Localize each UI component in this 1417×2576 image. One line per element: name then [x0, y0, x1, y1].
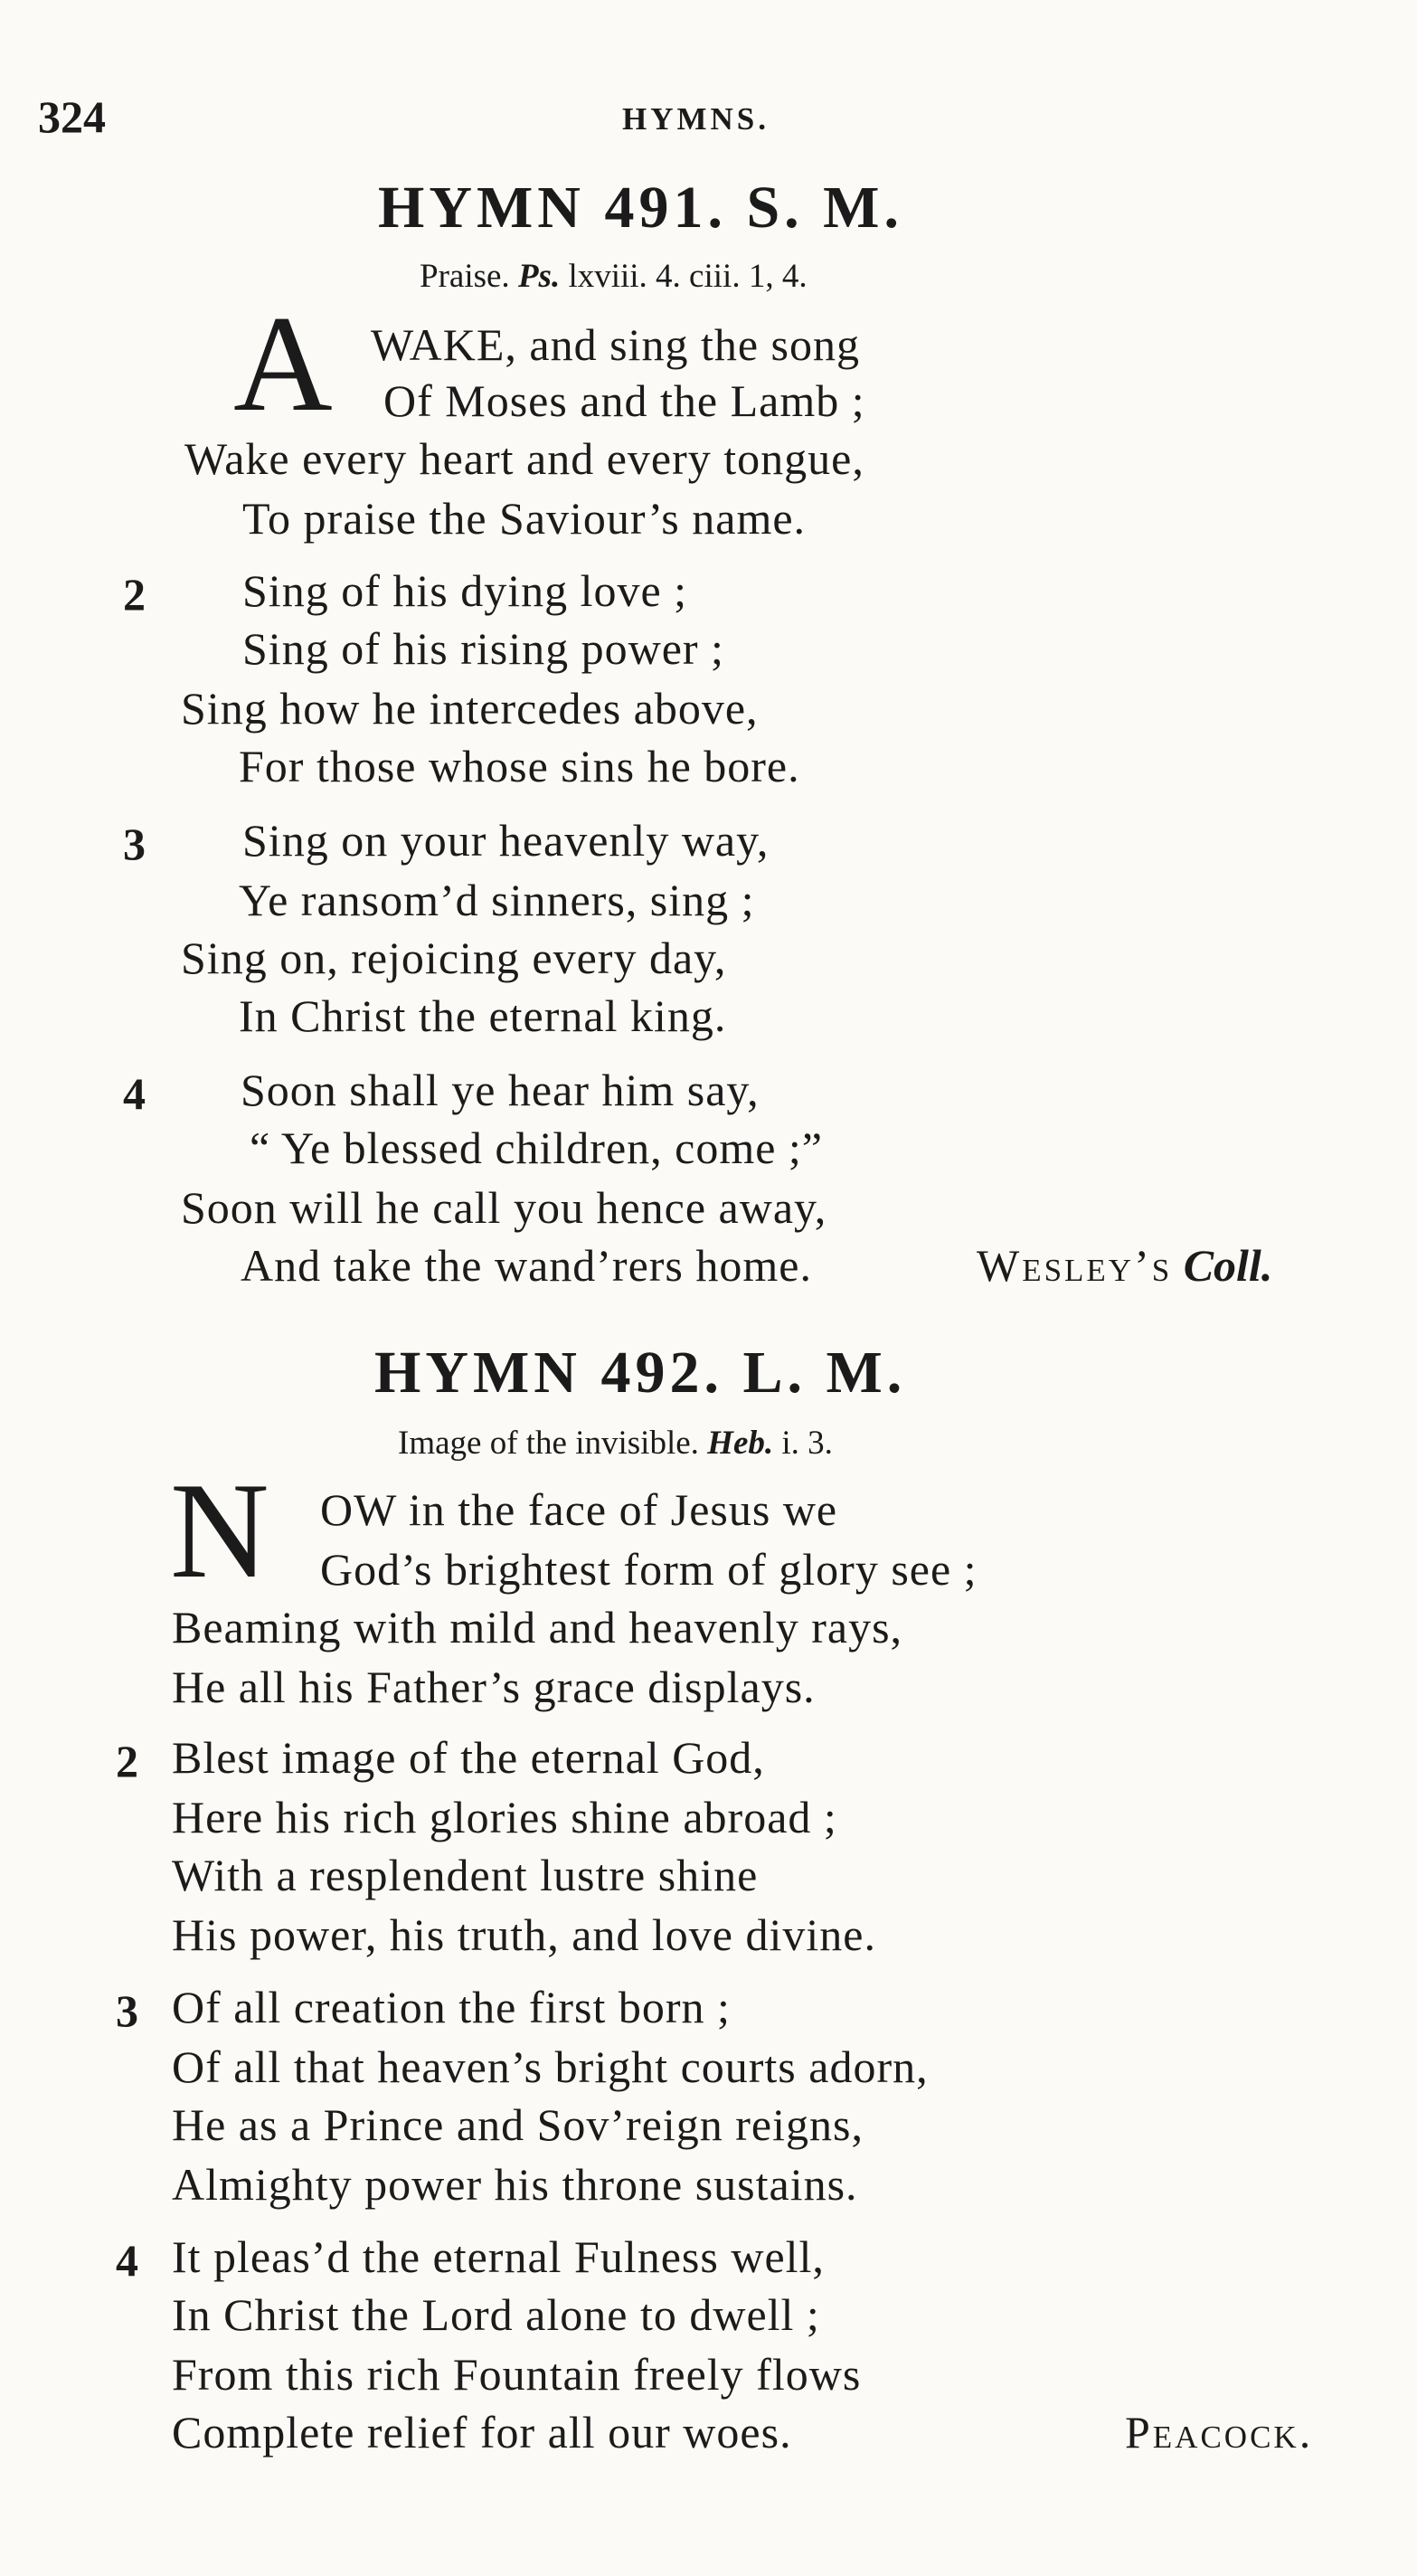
hymn-492-line-2: God’s brightest form of glory see ; [320, 1544, 978, 1595]
hymn-491-v3-line-1: Sing on your heavenly way, [242, 815, 770, 866]
hymn-492-attribution-name: Peacock. [1125, 2407, 1314, 2458]
running-head: HYMNS. [622, 101, 770, 137]
hymn-492-attribution [1125, 2406, 1313, 2458]
hymn-492-v4-line-2: In Christ the Lord alone to dwell ; [172, 2289, 820, 2340]
hymn-491-subtitle-reference: lxviii. 4. ciii. 1, 4. [568, 258, 808, 295]
hymn-491-drop-cap: A [233, 288, 333, 440]
hymn-492-verse-3-number: 3 [116, 1985, 138, 2036]
hymn-492-line-1: OW in the face of Jesus we [320, 1484, 838, 1535]
hymn-492-subtitle [398, 1424, 833, 1463]
hymn-492-subtitle-book: Heb. [707, 1425, 774, 1462]
hymn-492-v3-line-1: Of all creation the first born ; [172, 1982, 731, 2032]
hymn-491-verse-3-number: 3 [123, 819, 146, 869]
hymn-491-line-3: Wake every heart and every tongue, [184, 433, 864, 484]
hymn-491-verse-4-number: 4 [123, 1068, 146, 1119]
hymn-491-v4-line-3: Soon will he call you hence away, [181, 1182, 827, 1233]
hymn-491-v2-line-2: Sing of his rising power ; [242, 623, 724, 674]
hymn-492-v4-line-3: From this rich Fountain freely flows [172, 2349, 862, 2400]
hymn-491-v3-line-3: Sing on, rejoicing every day, [181, 933, 727, 983]
page-number: 324 [38, 91, 106, 142]
hymn-491-v2-line-4: For those whose sins he bore. [239, 741, 800, 791]
hymn-492-v4-line-1: It pleas’d the eternal Fulness well, [172, 2231, 825, 2282]
hymn-491-line-4: To praise the Saviour’s name. [242, 493, 807, 544]
hymn-491-v4-line-4: And take the wand’rers home. [241, 1240, 812, 1291]
hymn-492-subtitle-reference: i. 3. [781, 1425, 833, 1462]
hymn-492-v2-line-1: Blest image of the eternal God, [172, 1732, 765, 1783]
hymn-491-line-1: WAKE, and sing the song [371, 319, 860, 370]
hymn-491-v4-line-1: Soon shall ye hear him say, [241, 1065, 760, 1115]
hymn-492-subtitle-theme: Image of the invisible. [398, 1425, 699, 1462]
hymn-492-v3-line-3: He as a Prince and Sov’reign reigns, [172, 2099, 864, 2150]
hymn-492-v2-line-2: Here his rich glories shine abroad ; [172, 1792, 837, 1842]
hymn-492-verse-2-number: 2 [116, 1736, 138, 1786]
hymn-492-line-3: Beaming with mild and heavenly rays, [172, 1602, 903, 1653]
hymn-491-attribution-work: Coll. [1183, 1240, 1273, 1291]
hymn-492-drop-cap: N [170, 1454, 269, 1606]
hymn-491-attribution-name: Wesley’s [977, 1240, 1173, 1291]
hymn-492-verse-4-number: 4 [116, 2235, 138, 2286]
hymn-492-v4-line-4: Complete relief for all our woes. [172, 2407, 792, 2458]
hymn-491-v3-line-2: Ye ransom’d sinners, sing ; [239, 875, 755, 925]
hymn-491-v4-line-2: “ Ye blessed children, come ;” [250, 1122, 824, 1173]
hymn-491-v2-line-1: Sing of his dying love ; [242, 565, 688, 616]
hymn-491-title: HYMN 491. S. M. [378, 175, 903, 241]
hymn-491-v2-line-3: Sing how he intercedes above, [181, 683, 759, 734]
hymn-492-line-4: He all his Father’s grace displays. [172, 1662, 816, 1712]
hymn-491-subtitle [420, 257, 808, 296]
hymn-491-attribution [977, 1239, 1272, 1292]
hymn-492-v2-line-4: His power, his truth, and love divine. [172, 1909, 876, 1960]
hymn-492-v3-line-2: Of all that heaven’s bright courts adorn, [172, 2041, 929, 2092]
hymn-492-v3-line-4: Almighty power his throne sustains. [172, 2159, 858, 2210]
hymn-491-subtitle-book: Ps. [517, 258, 561, 295]
hymn-491-line-2: Of Moses and the Lamb ; [383, 375, 865, 426]
hymn-491-subtitle-theme: Praise. [420, 258, 510, 295]
hymn-492-v2-line-3: With a resplendent lustre shine [172, 1850, 759, 1900]
hymn-491-verse-2-number: 2 [123, 569, 146, 620]
hymn-492-title: HYMN 492. L. M. [374, 1340, 907, 1406]
hymn-491-v3-line-4: In Christ the eternal king. [239, 990, 727, 1041]
